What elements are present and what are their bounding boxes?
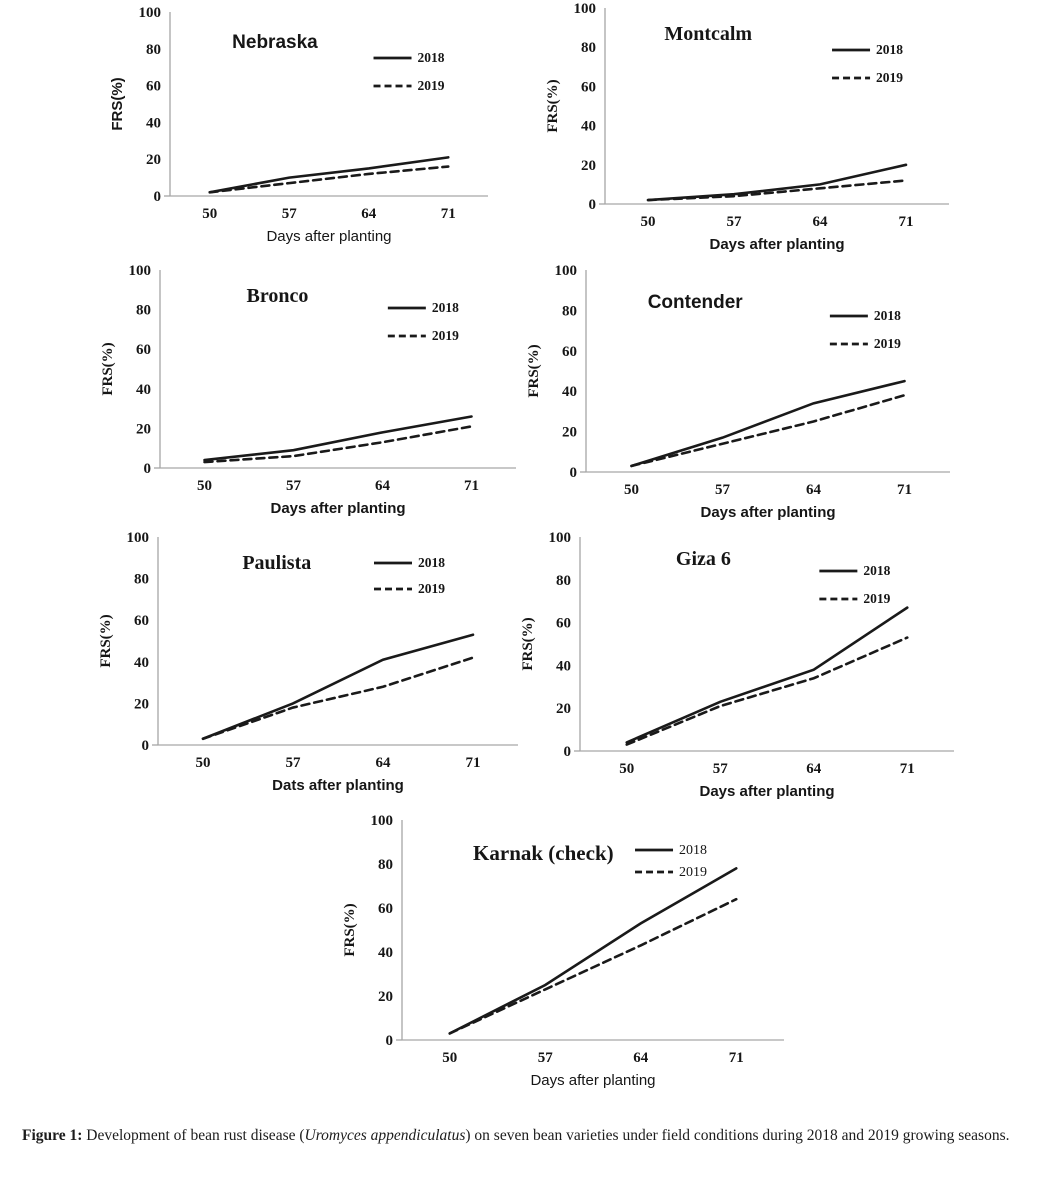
- series-line-2018: [648, 165, 906, 200]
- series-line-2018: [450, 868, 737, 1033]
- x-tick-label: 64: [806, 761, 822, 777]
- x-tick-label: 50: [624, 482, 639, 498]
- legend-label-2019: 2019: [876, 70, 904, 85]
- series-line-2018: [210, 157, 449, 192]
- x-tick-label: 57: [286, 478, 301, 494]
- legend-label-2018: 2018: [679, 843, 708, 858]
- x-tick-label: 64: [375, 478, 390, 494]
- figure-caption: [22, 1122, 1017, 1150]
- chart-nebraska-svg: [108, 6, 496, 252]
- x-tick-label: 71: [440, 206, 456, 222]
- y-tick-label: 40: [146, 115, 161, 132]
- y-axis-label: FRS(%): [342, 903, 358, 957]
- legend-label-2018: 2018: [873, 308, 901, 323]
- y-tick-label: 80: [562, 303, 577, 320]
- y-tick-label: 20: [136, 421, 151, 438]
- x-tick-label: 64: [806, 482, 821, 498]
- x-tick-label: 71: [899, 761, 915, 777]
- chart-title: Karnak (check): [473, 841, 614, 865]
- x-tick-label: 50: [619, 761, 635, 777]
- y-tick-label: 100: [370, 814, 393, 829]
- series-line-2019: [450, 899, 737, 1033]
- x-tick-label: 57: [285, 755, 301, 771]
- y-tick-label: 0: [141, 738, 149, 754]
- y-tick-label: 100: [548, 531, 571, 546]
- legend-label-2019: 2019: [679, 865, 708, 880]
- x-tick-label: 57: [537, 1050, 553, 1066]
- x-tick-label: 71: [465, 755, 481, 771]
- series-line-2019: [210, 167, 449, 193]
- legend-label-2019: 2019: [418, 581, 445, 596]
- y-axis-label: FRS(%): [109, 77, 126, 131]
- x-axis-label: Days after planting: [270, 500, 406, 517]
- y-tick-label: 40: [581, 118, 596, 135]
- series-line-2018: [203, 635, 473, 739]
- legend-label-2019: 2019: [417, 78, 445, 93]
- caption-label: Figure 1:: [22, 1127, 83, 1144]
- caption-text-pre: Development of bean rust disease (: [82, 1127, 305, 1144]
- x-tick-label: 71: [728, 1050, 744, 1066]
- x-tick-label: 57: [726, 214, 742, 230]
- y-tick-label: 0: [385, 1033, 393, 1049]
- y-axis-label: FRS(%): [100, 342, 116, 396]
- series-line-2019: [203, 658, 473, 739]
- chart-bronco-svg: [98, 264, 524, 524]
- y-tick-label: 60: [378, 901, 393, 917]
- x-tick-label: 57: [712, 761, 728, 777]
- x-axis-label: Dats after planting: [272, 777, 404, 794]
- y-tick-label: 60: [556, 615, 571, 632]
- chart-paulista-svg: [96, 531, 526, 801]
- x-axis-label: Days after planting: [530, 1072, 656, 1089]
- series-line-2019: [627, 638, 908, 745]
- chart-title: Montcalm: [664, 23, 753, 45]
- y-tick-label: 60: [562, 343, 577, 360]
- chart-montcalm-svg: [543, 2, 957, 260]
- y-tick-label: 20: [556, 701, 571, 718]
- y-tick-label: 0: [588, 197, 596, 213]
- chart-title: Bronco: [246, 285, 309, 307]
- x-tick-label: 71: [898, 214, 914, 230]
- y-tick-label: 0: [143, 461, 151, 477]
- chart-karnak-check: [340, 814, 792, 1096]
- y-tick-label: 20: [378, 989, 393, 1005]
- legend-label-2018: 2018: [876, 42, 904, 57]
- chart-montcalm: [543, 2, 957, 260]
- caption-text-post: ) on seven bean varieties under field conditions during 2018 and 2019 growing seasons.: [465, 1127, 1010, 1144]
- chart-paulista: [96, 531, 526, 801]
- y-tick-label: 40: [134, 654, 149, 671]
- chart-title: Contender: [647, 292, 743, 313]
- chart-karnak-svg: [340, 814, 792, 1096]
- y-tick-label: 20: [134, 696, 149, 713]
- legend-label-2018: 2018: [417, 50, 445, 65]
- x-tick-label: 64: [361, 206, 377, 222]
- series-line-2018: [627, 608, 908, 743]
- chart-contender: [524, 264, 958, 528]
- y-tick-label: 40: [378, 945, 393, 961]
- chart-contender-svg: [524, 264, 958, 528]
- series-line-2018: [632, 381, 905, 466]
- x-tick-label: 50: [202, 206, 218, 222]
- y-axis-label: FRS(%): [545, 79, 561, 133]
- x-axis-label: Days after planting: [700, 504, 836, 521]
- y-tick-label: 100: [126, 531, 149, 546]
- chart-giza6-svg: [518, 531, 962, 807]
- y-tick-label: 80: [378, 857, 393, 873]
- x-tick-label: 57: [281, 206, 297, 222]
- x-tick-label: 57: [715, 482, 730, 498]
- x-tick-label: 50: [442, 1050, 458, 1066]
- y-tick-label: 60: [134, 613, 149, 630]
- y-tick-label: 40: [562, 384, 577, 401]
- y-tick-label: 80: [556, 572, 571, 589]
- y-axis-label: FRS(%): [98, 614, 114, 668]
- y-tick-label: 80: [146, 41, 161, 58]
- y-tick-label: 100: [138, 6, 161, 21]
- x-tick-label: 50: [197, 478, 212, 494]
- y-tick-label: 60: [146, 78, 161, 95]
- series-line-2018: [205, 417, 472, 461]
- x-tick-label: 64: [633, 1050, 649, 1066]
- y-tick-label: 60: [136, 342, 151, 359]
- chart-title: Paulista: [242, 552, 312, 574]
- chart-title: Nebraska: [232, 32, 318, 53]
- y-tick-label: 40: [136, 381, 151, 398]
- chart-bronco: [98, 264, 524, 524]
- chart-nebraska: [108, 6, 496, 252]
- y-tick-label: 40: [556, 658, 571, 675]
- legend-label-2018: 2018: [863, 563, 891, 578]
- legend-label-2018: 2018: [418, 555, 445, 570]
- y-tick-label: 20: [581, 157, 596, 174]
- x-tick-label: 64: [812, 214, 828, 230]
- series-line-2019: [632, 395, 905, 466]
- chart-giza6: [518, 531, 962, 807]
- x-tick-label: 64: [375, 755, 391, 771]
- y-tick-label: 0: [153, 189, 161, 205]
- y-tick-label: 20: [562, 424, 577, 441]
- y-tick-label: 80: [581, 40, 596, 57]
- legend-label-2019: 2019: [873, 336, 901, 351]
- y-tick-label: 100: [128, 264, 151, 279]
- y-axis-label: FRS(%): [526, 344, 542, 398]
- y-axis-label: FRS(%): [520, 617, 536, 671]
- x-axis-label: Days after planting: [266, 228, 392, 245]
- x-axis-label: Days after planting: [709, 236, 845, 253]
- legend-label-2018: 2018: [431, 300, 459, 315]
- x-tick-label: 50: [195, 755, 211, 771]
- y-tick-label: 80: [134, 571, 149, 588]
- y-tick-label: 0: [563, 744, 571, 760]
- y-tick-label: 100: [554, 264, 577, 279]
- caption-species-italic: Uromyces appendiculatus: [304, 1127, 466, 1144]
- x-axis-label: Days after planting: [699, 783, 835, 800]
- y-tick-label: 20: [146, 152, 161, 169]
- y-tick-label: 60: [581, 79, 596, 96]
- y-tick-label: 100: [573, 2, 596, 17]
- x-tick-label: 71: [897, 482, 912, 498]
- chart-title: Giza 6: [675, 548, 731, 570]
- y-tick-label: 0: [569, 465, 577, 481]
- x-tick-label: 71: [464, 478, 479, 494]
- x-tick-label: 50: [640, 214, 656, 230]
- legend-label-2019: 2019: [863, 591, 891, 606]
- y-tick-label: 80: [136, 302, 151, 319]
- legend-label-2019: 2019: [431, 328, 459, 343]
